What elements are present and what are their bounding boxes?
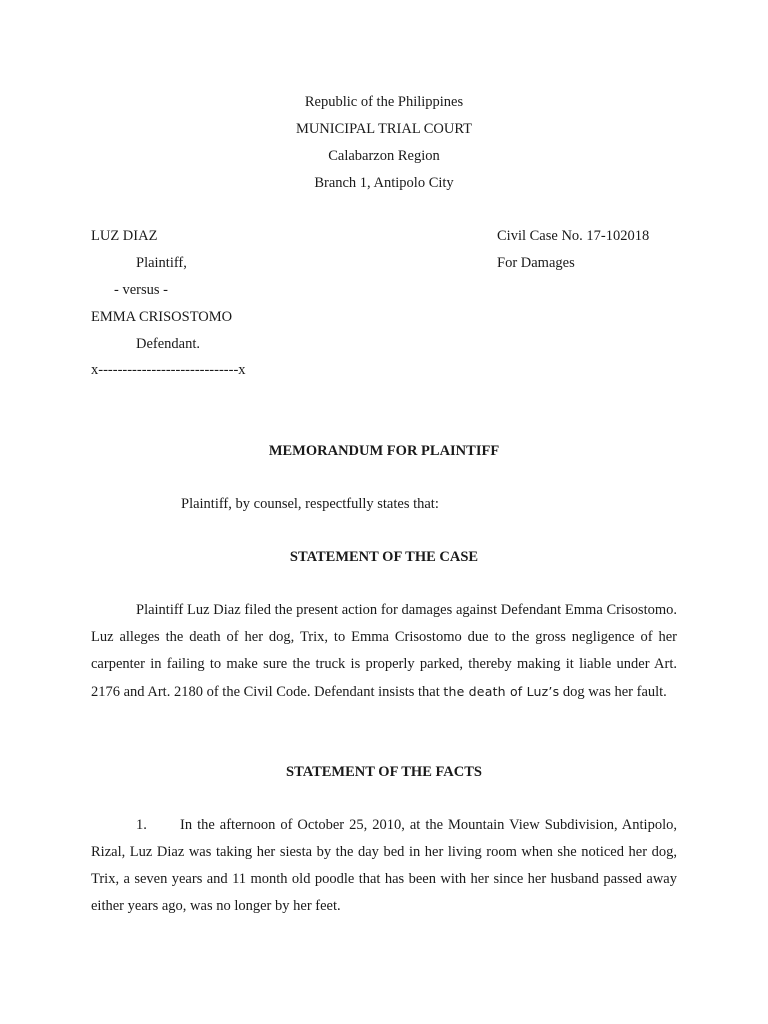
case-paragraph — [91, 597, 677, 706]
plaintiff-role: Plaintiff, — [136, 255, 187, 271]
case-paragraph-end: dog was her fault. — [559, 684, 667, 700]
document-title: MEMORANDUM FOR PLAINTIFF — [268, 443, 500, 459]
caption-separator: x-----------------------------x — [91, 362, 246, 378]
case-paragraph-main: Plaintiff Luz Diaz filed the present action for damages against Defendant Emma Crisostomo. Luz alleges the death of her dog, Trix, to Emma Crisostomo due to the gross negligence of her carpenter in failing to make sure the truck is properly parked, thereby making it liable under Art. 2176 and Art. 2180 of the Civil Code. Defendant insists that — [91, 602, 677, 700]
defendant-role: Defendant. — [136, 336, 201, 352]
case-number: Civil Case No. 17-102018 — [497, 228, 650, 244]
facts-item-number: 1. — [136, 817, 147, 833]
defendant-name: EMMA CRISOSTOMO — [91, 309, 233, 325]
header-branch: Branch 1, Antipolo City — [314, 175, 454, 191]
header-republic: Republic of the Philippines — [304, 94, 464, 110]
facts-item — [91, 812, 677, 920]
case-nature: For Damages — [497, 255, 575, 271]
facts-item-text: In the afternoon of October 25, 2010, at the Mountain View Subdivision, Antipolo, Rizal, Luz Diaz was taking her siesta by the day bed in her living room when she noticed her dog, Trix, a seven years and 11 month old poodle that has been with her since her husband passed away either years ago, was no longer by her feet. — [91, 817, 677, 914]
facts-heading: STATEMENT OF THE FACTS — [286, 764, 482, 780]
header-court: MUNICIPAL TRIAL COURT — [295, 121, 473, 137]
intro-statement: Plaintiff, by counsel, respectfully states that: — [181, 496, 439, 512]
case-paragraph-tail: the death of Luz’s — [443, 684, 560, 699]
plaintiff-name: LUZ DIAZ — [91, 228, 158, 244]
case-heading: STATEMENT OF THE CASE — [289, 549, 479, 565]
versus-label: - versus - — [114, 282, 168, 298]
header-region: Calabarzon Region — [328, 148, 440, 164]
